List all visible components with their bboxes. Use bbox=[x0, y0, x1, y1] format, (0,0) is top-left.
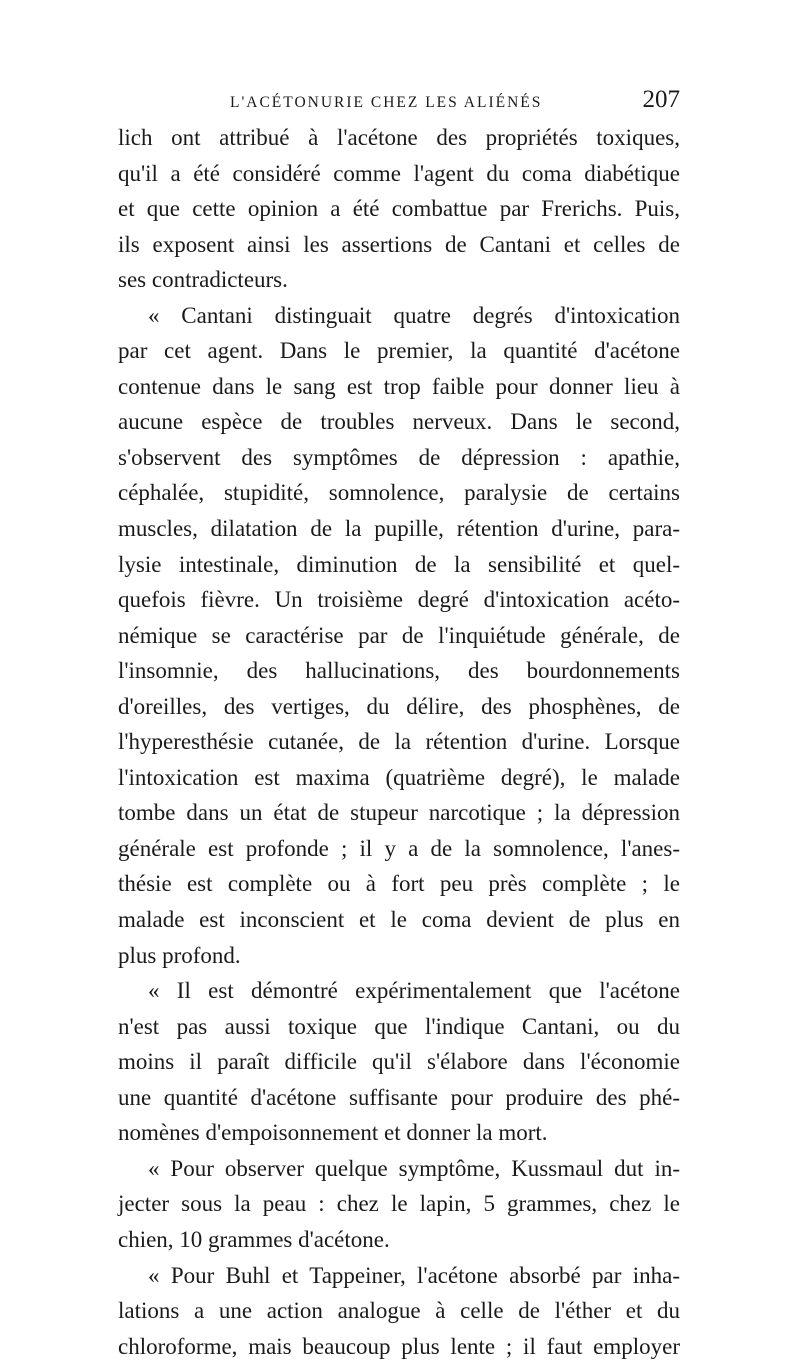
text-line: par cet agent. Dans le premier, la quantité d'acétone bbox=[118, 338, 680, 364]
text-line: jecter sous la peau : chez le lapin, 5 grammes, chez le bbox=[118, 1191, 680, 1217]
text-line: plus profond. bbox=[118, 942, 241, 968]
text-line: contenue dans le sang est trop faible pour donner lieu à bbox=[118, 373, 680, 399]
text-line: « Cantani distinguait quatre degrés d'intoxication bbox=[148, 302, 680, 328]
text-line: « Pour observer quelque symptôme, Kussmaul dut in- bbox=[148, 1155, 680, 1181]
text-line: l'hyperesthésie cutanée, de la rétention d'urine. Lorsque bbox=[118, 729, 680, 755]
text-line: « Pour Buhl et Tappeiner, l'acétone absorbé par inha- bbox=[148, 1262, 680, 1288]
text-line: moins il paraît difficile qu'il s'élabore dans l'économie bbox=[118, 1049, 680, 1075]
body-text bbox=[118, 120, 680, 1364]
text-line: qu'il a été considéré comme l'agent du coma diabétique bbox=[118, 160, 680, 186]
text-line: ils exposent ainsi les assertions de Cantani et celles de bbox=[118, 231, 680, 257]
text-line: s'observent des symptômes de dépression : apathie, bbox=[118, 444, 680, 470]
text-line: thésie est complète ou à fort peu près complète ; le bbox=[118, 871, 680, 897]
text-line: malade est inconscient et le coma devient de plus en bbox=[118, 907, 680, 933]
text-line: aucune espèce de troubles nerveux. Dans le second, bbox=[118, 409, 680, 435]
text-line: céphalée, stupidité, somnolence, paralysie de certains bbox=[118, 480, 680, 506]
text-line: nomènes d'empoisonnement et donner la mort. bbox=[118, 1120, 548, 1146]
text-line: chien, 10 grammes d'acétone. bbox=[118, 1226, 390, 1252]
text-line: générale est profonde ; il y a de la somnolence, l'anes- bbox=[118, 835, 680, 861]
text-line: quefois fièvre. Un troisième degré d'intoxication acéto- bbox=[118, 587, 680, 613]
text-line: et que cette opinion a été combattue par Frerichs. Puis, bbox=[118, 196, 680, 222]
text-line: muscles, dilatation de la pupille, rétention d'urine, para- bbox=[118, 516, 680, 542]
text-line: n'est pas aussi toxique que l'indique Cantani, ou du bbox=[118, 1013, 680, 1039]
text-line: une quantité d'acétone suffisante pour produire des phé- bbox=[118, 1084, 680, 1110]
text-line: chloroforme, mais beaucoup plus lente ; il faut employer bbox=[118, 1333, 680, 1359]
text-line: némique se caractérise par de l'inquiétude générale, de bbox=[118, 622, 680, 648]
text-line: ses contradicteurs. bbox=[118, 267, 288, 293]
text-line: tombe dans un état de stupeur narcotique ; la dépression bbox=[118, 800, 680, 826]
page-number: 207 bbox=[642, 86, 680, 113]
text-line: l'intoxication est maxima (quatrième degré), le malade bbox=[118, 764, 680, 790]
running-title: L'ACÉTONURIE CHEZ LES ALIÉNÉS bbox=[230, 94, 543, 111]
running-head bbox=[118, 86, 680, 120]
text-line: « Il est démontré expérimentalement que l'acétone bbox=[148, 978, 680, 1004]
text-line: lysie intestinale, diminution de la sensibilité et quel- bbox=[118, 551, 680, 577]
text-line: lich ont attribué à l'acétone des propriétés toxiques, bbox=[118, 125, 680, 150]
text-line: d'oreilles, des vertiges, du délire, des phosphènes, de bbox=[118, 693, 680, 719]
text-line: l'insomnie, des hallucinations, des bourdonnements bbox=[118, 658, 680, 684]
text-line: lations a une action analogue à celle de l'éther et du bbox=[118, 1298, 680, 1324]
